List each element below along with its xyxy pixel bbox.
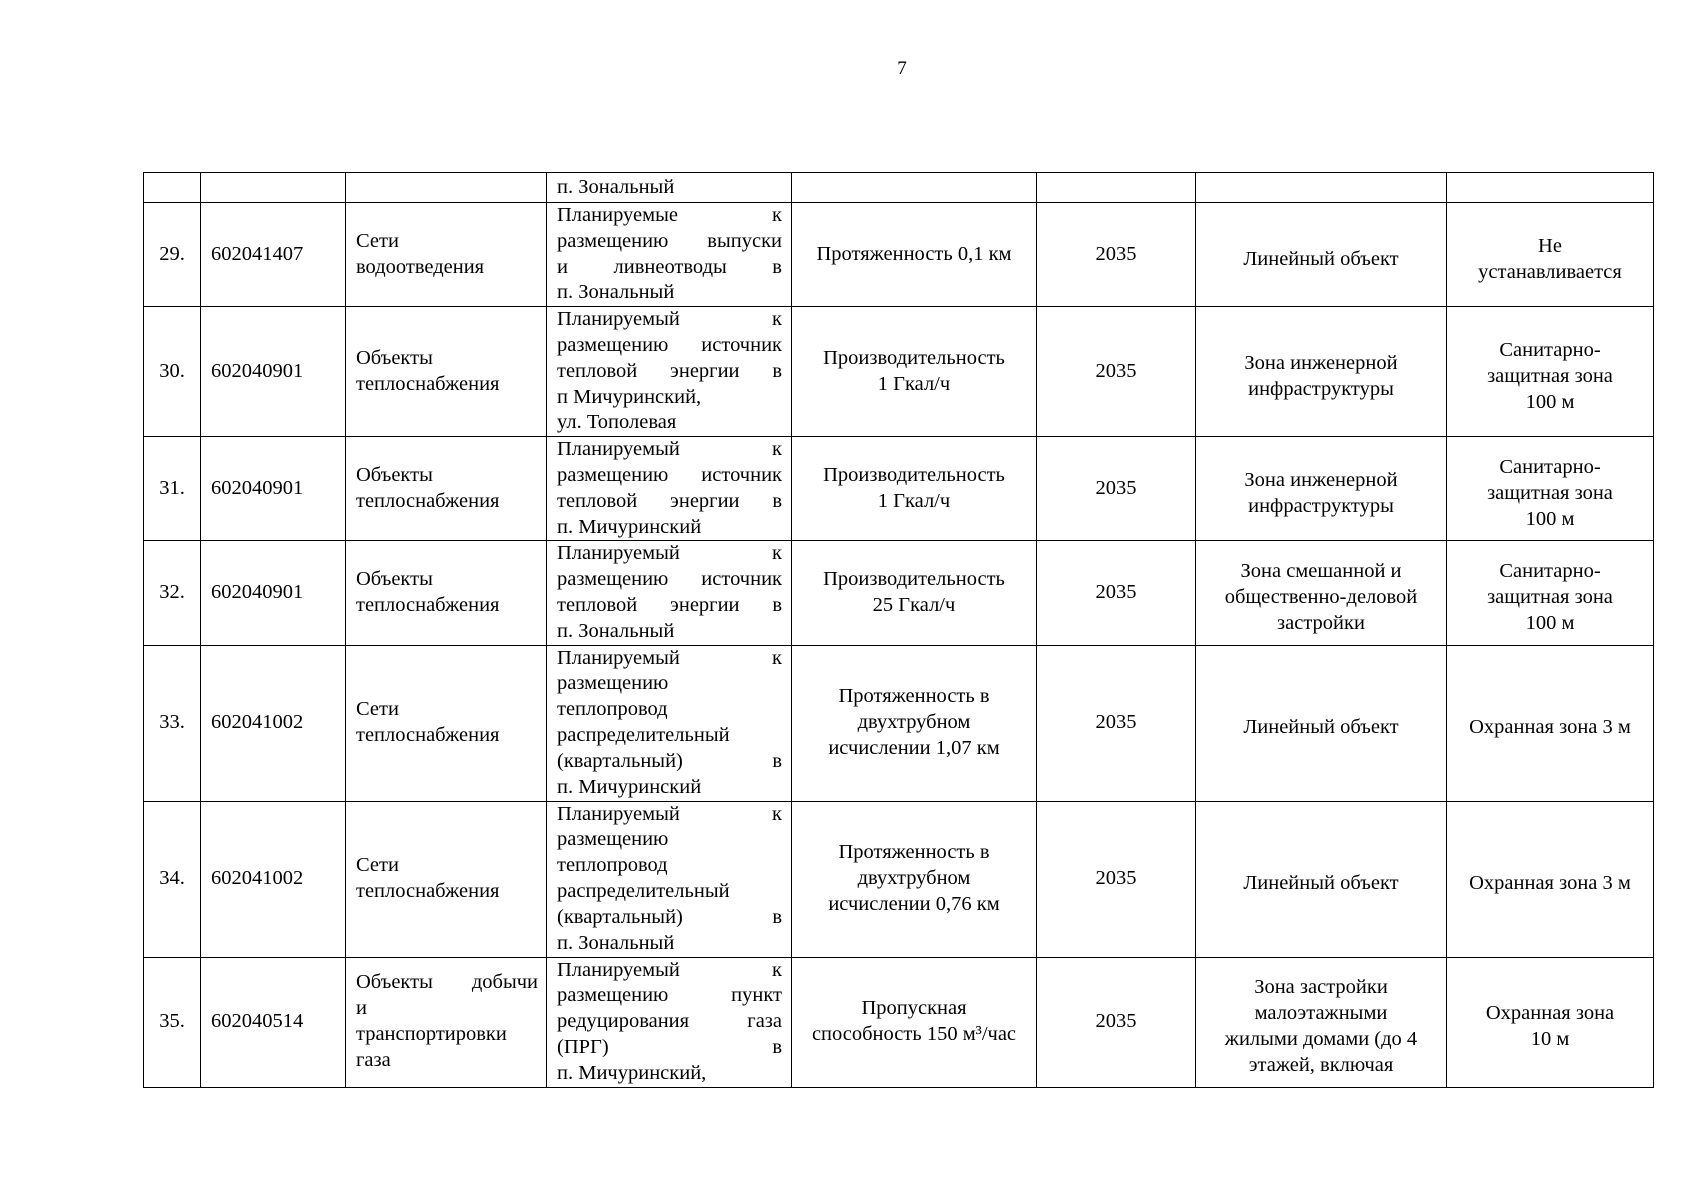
cell-line: 1 Гкал/ч	[877, 372, 951, 395]
cell-line: Планируемый к	[557, 802, 782, 825]
cell-line: Объекты	[356, 463, 433, 486]
cell-line: Зона инженерной	[1244, 468, 1398, 491]
object-characteristics	[792, 957, 1037, 1087]
cell-line: Планируемый к	[557, 438, 782, 461]
cell-line: 25 Гкал/ч	[872, 593, 956, 616]
object-type	[346, 801, 547, 957]
protection-zone	[1447, 437, 1654, 541]
protection-zone	[1447, 307, 1654, 437]
object-code: 602041002	[201, 801, 346, 957]
cell-line: Сети	[356, 698, 399, 721]
cell-line: теплоснабжения	[356, 724, 500, 747]
cell-line: Планируемый к	[557, 308, 782, 331]
object-description	[547, 203, 792, 307]
cell-line: Зона смешанной и	[1240, 560, 1402, 583]
object-description	[547, 957, 792, 1087]
object-characteristics	[792, 541, 1037, 645]
object-description	[547, 541, 792, 645]
object-characteristics	[792, 645, 1037, 801]
cell-line: тепловой энергии в	[557, 593, 782, 616]
cell-line: защитная зона	[1487, 586, 1613, 609]
implementation-year: 2035	[1037, 957, 1196, 1087]
cell-line: Протяженность в	[838, 841, 990, 864]
cell-line: Объекты добычи	[356, 971, 538, 994]
planned-objects-table	[143, 172, 1654, 1088]
cell-line: и ливнеотводы в	[557, 255, 782, 278]
object-code	[201, 173, 346, 203]
cell-line: Протяженность 0,1 км	[816, 242, 1012, 265]
functional-zone	[1196, 173, 1447, 203]
cell-line: Охранная зона	[1485, 1002, 1615, 1025]
object-characteristics	[792, 173, 1037, 203]
functional-zone	[1196, 437, 1447, 541]
cell-line: теплопровод	[557, 698, 668, 721]
object-characteristics	[792, 801, 1037, 957]
cell-line: общественно-деловой	[1224, 586, 1418, 609]
table-row	[144, 541, 1654, 645]
cell-line: Планируемые к	[557, 204, 782, 226]
cell-line: п. Мичуринский	[557, 515, 702, 538]
cell-line: (квартальный) в	[557, 905, 782, 928]
cell-line: теплоснабжения	[356, 489, 500, 512]
cell-line: защитная зона	[1487, 481, 1613, 504]
cell-line: Объекты	[356, 568, 433, 591]
cell-line: теплоснабжения	[356, 880, 500, 903]
object-type	[346, 437, 547, 541]
table-row	[144, 957, 1654, 1087]
functional-zone	[1196, 957, 1447, 1087]
cell-line: жилыми домами (до 4	[1224, 1028, 1418, 1051]
row-number: 29.	[144, 203, 201, 307]
cell-line: газа	[356, 1048, 391, 1071]
object-type	[346, 541, 547, 645]
row-number: 35.	[144, 957, 201, 1087]
protection-zone	[1447, 645, 1654, 801]
functional-zone	[1196, 203, 1447, 307]
cell-line: исчислении 1,07 км	[828, 736, 1000, 759]
object-code: 602040514	[201, 957, 346, 1087]
row-number: 30.	[144, 307, 201, 437]
protection-zone	[1447, 957, 1654, 1087]
cell-line: инфраструктуры	[1248, 377, 1394, 400]
functional-zone	[1196, 307, 1447, 437]
cell-line: Не	[1538, 234, 1562, 257]
table-row	[144, 801, 1654, 957]
cell-line: размещению	[557, 828, 669, 851]
cell-line: Протяженность в	[838, 685, 990, 708]
implementation-year: 2035	[1037, 801, 1196, 957]
table-row	[144, 307, 1654, 437]
protection-zone	[1447, 801, 1654, 957]
object-code: 602040901	[201, 437, 346, 541]
cell-line: Санитарно-	[1499, 456, 1601, 479]
cell-line: теплопровод	[557, 854, 668, 877]
object-type	[346, 957, 547, 1087]
object-characteristics	[792, 203, 1037, 307]
cell-line: 100 м	[1525, 507, 1575, 530]
object-code: 602040901	[201, 541, 346, 645]
object-description	[547, 645, 792, 801]
cell-line: Объекты	[356, 346, 433, 369]
cell-line: распределительный	[557, 724, 730, 747]
implementation-year: 2035	[1037, 203, 1196, 307]
cell-line: п. Мичуринский	[557, 775, 702, 798]
cell-line: 10 м	[1530, 1028, 1570, 1051]
cell-line: 100 м	[1525, 390, 1575, 413]
cell-line: размещению выпуски	[557, 229, 782, 252]
cell-line: Сети	[356, 229, 399, 252]
functional-zone	[1196, 541, 1447, 645]
row-number	[144, 173, 201, 203]
cell-line: инфраструктуры	[1248, 494, 1394, 517]
object-description	[547, 801, 792, 957]
cell-line: этажей, включая	[1248, 1053, 1394, 1076]
row-number: 32.	[144, 541, 201, 645]
implementation-year: 2035	[1037, 437, 1196, 541]
cell-line: Зона инженерной	[1244, 351, 1398, 374]
cell-line: 1 Гкал/ч	[877, 489, 951, 512]
cell-line: теплоснабжения	[356, 593, 500, 616]
cell-line: размещению	[557, 672, 669, 695]
cell-line: п. Мичуринский,	[557, 1061, 707, 1084]
object-type	[346, 645, 547, 801]
object-characteristics	[792, 307, 1037, 437]
cell-line: распределительный	[557, 880, 730, 903]
cell-line: Охранная зона 3 м	[1469, 716, 1631, 739]
cell-line: исчислении 0,76 км	[828, 892, 1000, 915]
cell-line: теплоснабжения	[356, 372, 500, 395]
cell-line: тепловой энергии в	[557, 359, 782, 382]
object-type	[346, 307, 547, 437]
functional-zone	[1196, 801, 1447, 957]
object-description	[547, 307, 792, 437]
cell-line: п. Зональный	[557, 619, 675, 642]
cell-line: п. Зональный	[557, 281, 675, 304]
object-code: 602041407	[201, 203, 346, 307]
cell-line: тепловой энергии в	[557, 489, 782, 512]
object-description	[547, 173, 792, 203]
implementation-year: 2035	[1037, 307, 1196, 437]
table-row	[144, 437, 1654, 541]
cell-line: редуцирования газа	[557, 1010, 782, 1033]
cell-line: Линейный объект	[1243, 247, 1399, 270]
cell-line: Производительность	[823, 568, 1005, 591]
row-number: 31.	[144, 437, 201, 541]
protection-zone	[1447, 541, 1654, 645]
cell-line: Охранная зона 3 м	[1469, 872, 1631, 895]
cell-line: застройки	[1277, 611, 1365, 634]
cell-line: малоэтажными	[1254, 1002, 1388, 1025]
cell-line: устанавливается	[1478, 260, 1622, 283]
row-number: 33.	[144, 645, 201, 801]
object-description	[547, 437, 792, 541]
cell-line: защитная зона	[1487, 364, 1613, 387]
table-row	[144, 203, 1654, 307]
cell-line: водоотведения	[356, 255, 485, 278]
cell-line: (ПРГ) в	[557, 1035, 782, 1058]
implementation-year: 2035	[1037, 645, 1196, 801]
row-number: 34.	[144, 801, 201, 957]
cell-line: способность 150 м³/час	[811, 1023, 1017, 1046]
object-code: 602041002	[201, 645, 346, 801]
cell-line: Планируемый к	[557, 958, 782, 981]
object-type	[346, 173, 547, 203]
cell-line: двухтрубном	[857, 711, 971, 734]
cell-line: Пропускная	[861, 997, 967, 1020]
cell-line: двухтрубном	[857, 867, 971, 890]
cell-line: ул. Тополевая	[557, 411, 677, 434]
cell-line: п. Зональный	[557, 175, 675, 198]
cell-line: (квартальный) в	[557, 749, 782, 772]
cell-line: Планируемый к	[557, 646, 782, 669]
protection-zone	[1447, 173, 1654, 203]
object-code: 602040901	[201, 307, 346, 437]
cell-line: п. Зональный	[557, 931, 675, 954]
cell-line: и	[356, 997, 367, 1020]
table-row	[144, 173, 1654, 203]
table-row	[144, 645, 1654, 801]
cell-line: Планируемый к	[557, 542, 782, 565]
cell-line: Линейный объект	[1243, 872, 1399, 895]
cell-line: размещению источник	[557, 568, 782, 591]
cell-line: Линейный объект	[1243, 716, 1399, 739]
cell-line: Производительность	[823, 463, 1005, 486]
cell-line: размещению пункт	[557, 984, 782, 1007]
cell-line: 100 м	[1525, 611, 1575, 634]
implementation-year	[1037, 173, 1196, 203]
implementation-year: 2035	[1037, 541, 1196, 645]
cell-line: размещению источник	[557, 463, 782, 486]
cell-line: Производительность	[823, 346, 1005, 369]
object-type	[346, 203, 547, 307]
functional-zone	[1196, 645, 1447, 801]
cell-line: Зона застройки	[1254, 976, 1388, 999]
object-characteristics	[792, 437, 1037, 541]
protection-zone	[1447, 203, 1654, 307]
cell-line: Сети	[356, 854, 399, 877]
cell-line: п Мичуринский,	[557, 385, 702, 408]
cell-line: Санитарно-	[1499, 338, 1601, 361]
cell-line: размещению источник	[557, 333, 782, 356]
cell-line: транспортировки	[356, 1023, 507, 1046]
page-number: 7	[897, 58, 907, 79]
cell-line: Санитарно-	[1499, 560, 1601, 583]
